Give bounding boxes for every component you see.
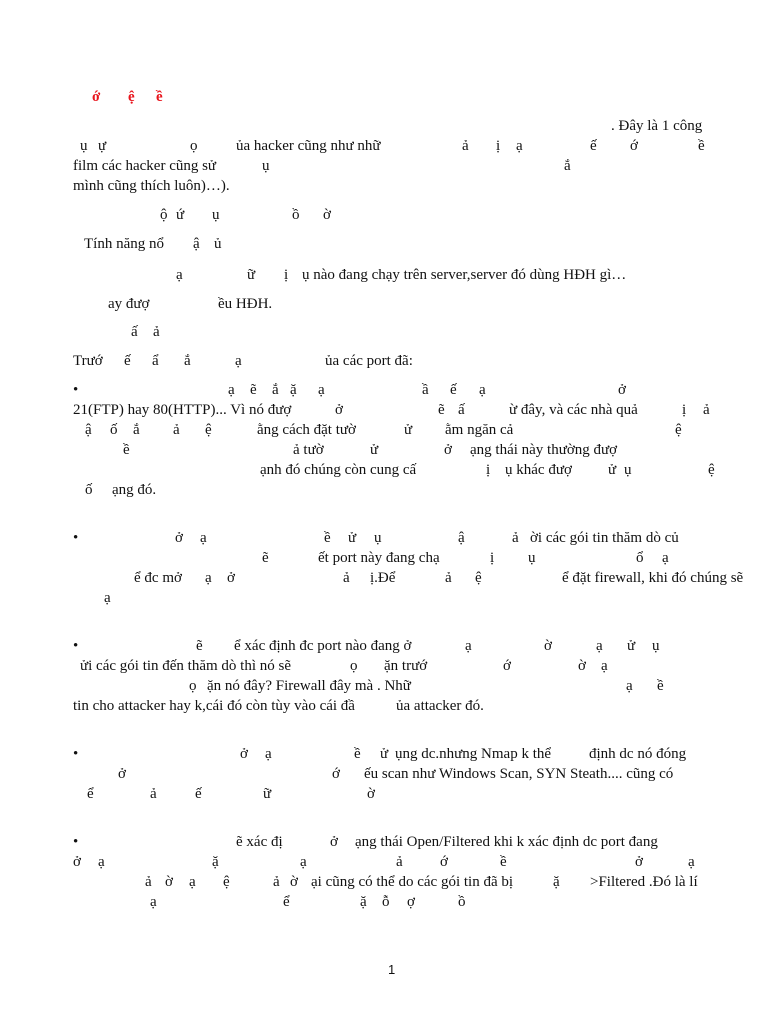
text-fragment: ờ (165, 874, 173, 890)
text-fragment: ả (150, 786, 157, 802)
text-fragment: ở (635, 854, 643, 870)
text-fragment: ờ (323, 207, 331, 223)
text-fragment: ay đượ (108, 296, 150, 312)
text-fragment: ị (682, 402, 687, 418)
text-fragment: ệ (205, 422, 212, 438)
text-fragment: Tính năng nổ (84, 236, 164, 252)
text-fragment: ề (500, 854, 507, 870)
text-fragment: ố (85, 482, 93, 498)
text-fragment: ạ (205, 570, 212, 586)
text-fragment: ụ nào đang chạy trên server,server đó dùng HĐH gì… (302, 267, 627, 283)
text-fragment: ạ (318, 382, 325, 398)
text-fragment: . Đây là 1 công (611, 118, 703, 134)
text-fragment: ằm ngăn cả (445, 422, 514, 438)
text-fragment: ẽ (438, 402, 445, 418)
text-fragment: ế (195, 786, 202, 802)
text-fragment: film các hacker cũng sử (73, 158, 217, 174)
text-fragment: ệ (223, 874, 230, 890)
text-fragment: ẽ (262, 550, 269, 566)
text-fragment: ạ (176, 267, 183, 283)
text-fragment: ạ (104, 590, 111, 606)
text-fragment: ể (87, 786, 94, 802)
text-fragment: ệ (675, 422, 682, 438)
text-fragment: ệ (475, 570, 482, 586)
text-fragment: ị (284, 267, 289, 283)
text-fragment: ử (370, 442, 379, 458)
text-fragment: ặ (290, 382, 297, 398)
text-fragment: ọ (189, 678, 197, 694)
text-fragment: ỗ (382, 894, 390, 910)
text-fragment: ạ (235, 353, 242, 369)
text-fragment: ạ (662, 550, 669, 566)
text-fragment: ộ (160, 207, 168, 223)
text-fragment: ở (73, 854, 81, 870)
text-fragment: ặ (212, 854, 219, 870)
text-fragment: ồ (458, 894, 466, 910)
text-fragment: ề (123, 442, 130, 458)
text-fragment: ở (444, 442, 452, 458)
text-fragment: ẽ (250, 382, 257, 398)
text-fragment: ạ (626, 678, 633, 694)
text-fragment: ố (110, 422, 118, 438)
text-fragment: ắ (133, 422, 140, 438)
text-fragment: ệ (128, 89, 135, 105)
text-fragment: ẽ (196, 638, 203, 654)
text-fragment: ờ (578, 658, 586, 674)
text-fragment: ạ (150, 894, 157, 910)
text-fragment: ả (273, 874, 280, 890)
text-fragment: ở (227, 570, 235, 586)
text-fragment: ạ (479, 382, 486, 398)
text-fragment: ủa hacker cũng như nhữ (236, 138, 381, 154)
text-fragment: ả (343, 570, 350, 586)
text-fragment: ạ (200, 530, 207, 546)
text-fragment: ạng thái này thường đượ (470, 442, 618, 458)
text-fragment: ả (396, 854, 403, 870)
text-fragment: ậ (85, 422, 92, 438)
text-fragment: ổ (636, 550, 644, 566)
text-fragment: ụng dc.nhưng Nmap k thể (395, 746, 552, 762)
text-fragment: ọ (190, 138, 198, 154)
text-fragment: ử (404, 422, 413, 438)
text-fragment: ều HĐH. (218, 296, 273, 312)
text-fragment: ủa các port đã: (325, 353, 413, 369)
text-fragment: ả (703, 402, 710, 418)
text-fragment: ể xác định đc port nào đang ở (234, 638, 412, 654)
text-fragment: ế (124, 353, 131, 369)
text-fragment: ở (335, 402, 343, 418)
text-fragment: ề (698, 138, 705, 154)
text-fragment: ứ (176, 207, 185, 223)
text-fragment: ạng thái Open/Filtered khi k xác định dc port đang (355, 834, 658, 850)
text-fragment: ế (590, 138, 597, 154)
text-fragment: ề (156, 89, 163, 105)
text-fragment: ụ (528, 550, 536, 566)
text-fragment: ớ (92, 89, 101, 105)
text-fragment: Trướ (73, 353, 103, 369)
bullet-marker: • (73, 530, 79, 546)
text-fragment: 21(FTP) hay 80(HTTP)... Vì nó đượ (73, 402, 292, 418)
text-fragment: ụ (624, 462, 632, 478)
text-fragment: ả (512, 530, 519, 546)
text-fragment: ờ (367, 786, 375, 802)
bullet-marker: • (73, 746, 79, 762)
text-fragment: ậ (458, 530, 465, 546)
text-fragment: ậ (193, 236, 200, 252)
text-fragment: ị.Để (370, 570, 396, 586)
text-fragment: ể (283, 894, 290, 910)
text-fragment: ụ (374, 530, 382, 546)
text-fragment: ế (450, 382, 457, 398)
text-fragment: ụ (262, 158, 270, 174)
text-fragment: ị (496, 138, 501, 154)
bullet-marker: • (73, 638, 79, 654)
text-fragment: ữ (263, 786, 272, 802)
text-fragment: ạng đó. (112, 482, 157, 498)
text-fragment: ả (445, 570, 452, 586)
text-fragment: ạ (300, 854, 307, 870)
text-fragment: ừ đây, và các nhà quả (509, 402, 638, 418)
text-fragment: ụ (212, 207, 220, 223)
text-fragment: ời các gói tin thăm dò củ (530, 530, 679, 546)
text-fragment: ằng cách đặt tườ (257, 422, 356, 438)
text-fragment: ẩ (152, 353, 159, 369)
text-fragment: ấ (458, 402, 465, 418)
text-fragment: định dc nó đóng (589, 746, 687, 762)
text-fragment: ụ khác đượ (505, 462, 572, 478)
text-fragment: ữ (247, 267, 256, 283)
text-fragment: ặn nó đây? Firewall đây mà . Nhữ (207, 678, 411, 694)
text-fragment: ề (324, 530, 331, 546)
text-fragment: ề (657, 678, 664, 694)
text-fragment: ạ (98, 854, 105, 870)
text-fragment: ửi các gói tin đến thăm dò thì nó sẽ (80, 658, 292, 674)
page-number: 1 (388, 962, 396, 977)
text-fragment: ệ (708, 462, 715, 478)
text-fragment: ở (330, 834, 338, 850)
text-fragment: ủa attacker đó. (396, 698, 484, 714)
text-fragment: ặn trướ (384, 658, 428, 674)
text-fragment: ồ (292, 207, 300, 223)
text-fragment: ấ (131, 324, 138, 340)
text-fragment: ớ (503, 658, 511, 674)
text-fragment: ử (348, 530, 357, 546)
text-fragment: ở (240, 746, 248, 762)
text-fragment: ở (618, 382, 626, 398)
text-fragment: ử (627, 638, 636, 654)
text-fragment: ạnh đó chúng còn cung cấ (260, 462, 417, 478)
text-fragment: ại cũng có thể do các gói tin đã bị (311, 874, 514, 890)
text-fragment: ả (462, 138, 469, 154)
text-fragment: ị (486, 462, 491, 478)
text-fragment: ả (173, 422, 180, 438)
text-fragment: ờ (544, 638, 552, 654)
text-fragment: ết port này đang chạ (318, 550, 440, 566)
text-fragment: ẽ xác đị (236, 834, 283, 850)
text-fragment: >Filtered .Đó là lí (590, 874, 698, 890)
text-fragment: ử (608, 462, 617, 478)
text-fragment: ề (354, 746, 361, 762)
text-fragment: ớ (440, 854, 448, 870)
text-fragment: ụ (652, 638, 660, 654)
text-fragment: ờ (290, 874, 298, 890)
text-fragment: ể đc mở (134, 570, 182, 586)
text-fragment: ớ (630, 138, 638, 154)
text-fragment: ớ (332, 766, 340, 782)
text-fragment: ầ (422, 382, 429, 398)
text-fragment: ả (145, 874, 152, 890)
text-fragment: ạ (228, 382, 235, 398)
text-fragment: ắ (564, 158, 571, 174)
text-fragment: ạ (189, 874, 196, 890)
text-fragment: mình cũng thích luôn)…). (73, 178, 230, 194)
text-fragment: ự (98, 138, 107, 154)
text-fragment: ả tườ (293, 442, 324, 458)
text-fragment: ọ (350, 658, 358, 674)
text-fragment: ở (175, 530, 183, 546)
text-fragment: ủ (214, 236, 222, 252)
text-fragment: ử (380, 746, 389, 762)
text-fragment: ạ (516, 138, 523, 154)
text-fragment: ạ (596, 638, 603, 654)
text-fragment: tin cho attacker hay k,cái đó còn tùy vào cái đầ (73, 698, 355, 714)
text-fragment: ở (118, 766, 126, 782)
text-fragment: ạ (265, 746, 272, 762)
bullet-marker: • (73, 382, 79, 398)
bullet-marker: • (73, 834, 79, 850)
text-fragment: ạ (465, 638, 472, 654)
text-fragment: ắ (272, 382, 279, 398)
text-fragment: ợ (407, 894, 415, 910)
text-fragment: ặ (553, 874, 560, 890)
text-fragment: ạ (688, 854, 695, 870)
text-fragment: ể đặt firewall, khi đó chúng sẽ (562, 570, 744, 586)
text-fragment: ạ (601, 658, 608, 674)
text-fragment: ụ (80, 138, 88, 154)
text-fragment: ắ (184, 353, 191, 369)
text-fragment: ị (490, 550, 495, 566)
text-fragment: ặ (360, 894, 367, 910)
text-fragment: ả (153, 324, 160, 340)
text-fragment: ếu scan như Windows Scan, SYN Steath.... cũng có (364, 766, 674, 782)
